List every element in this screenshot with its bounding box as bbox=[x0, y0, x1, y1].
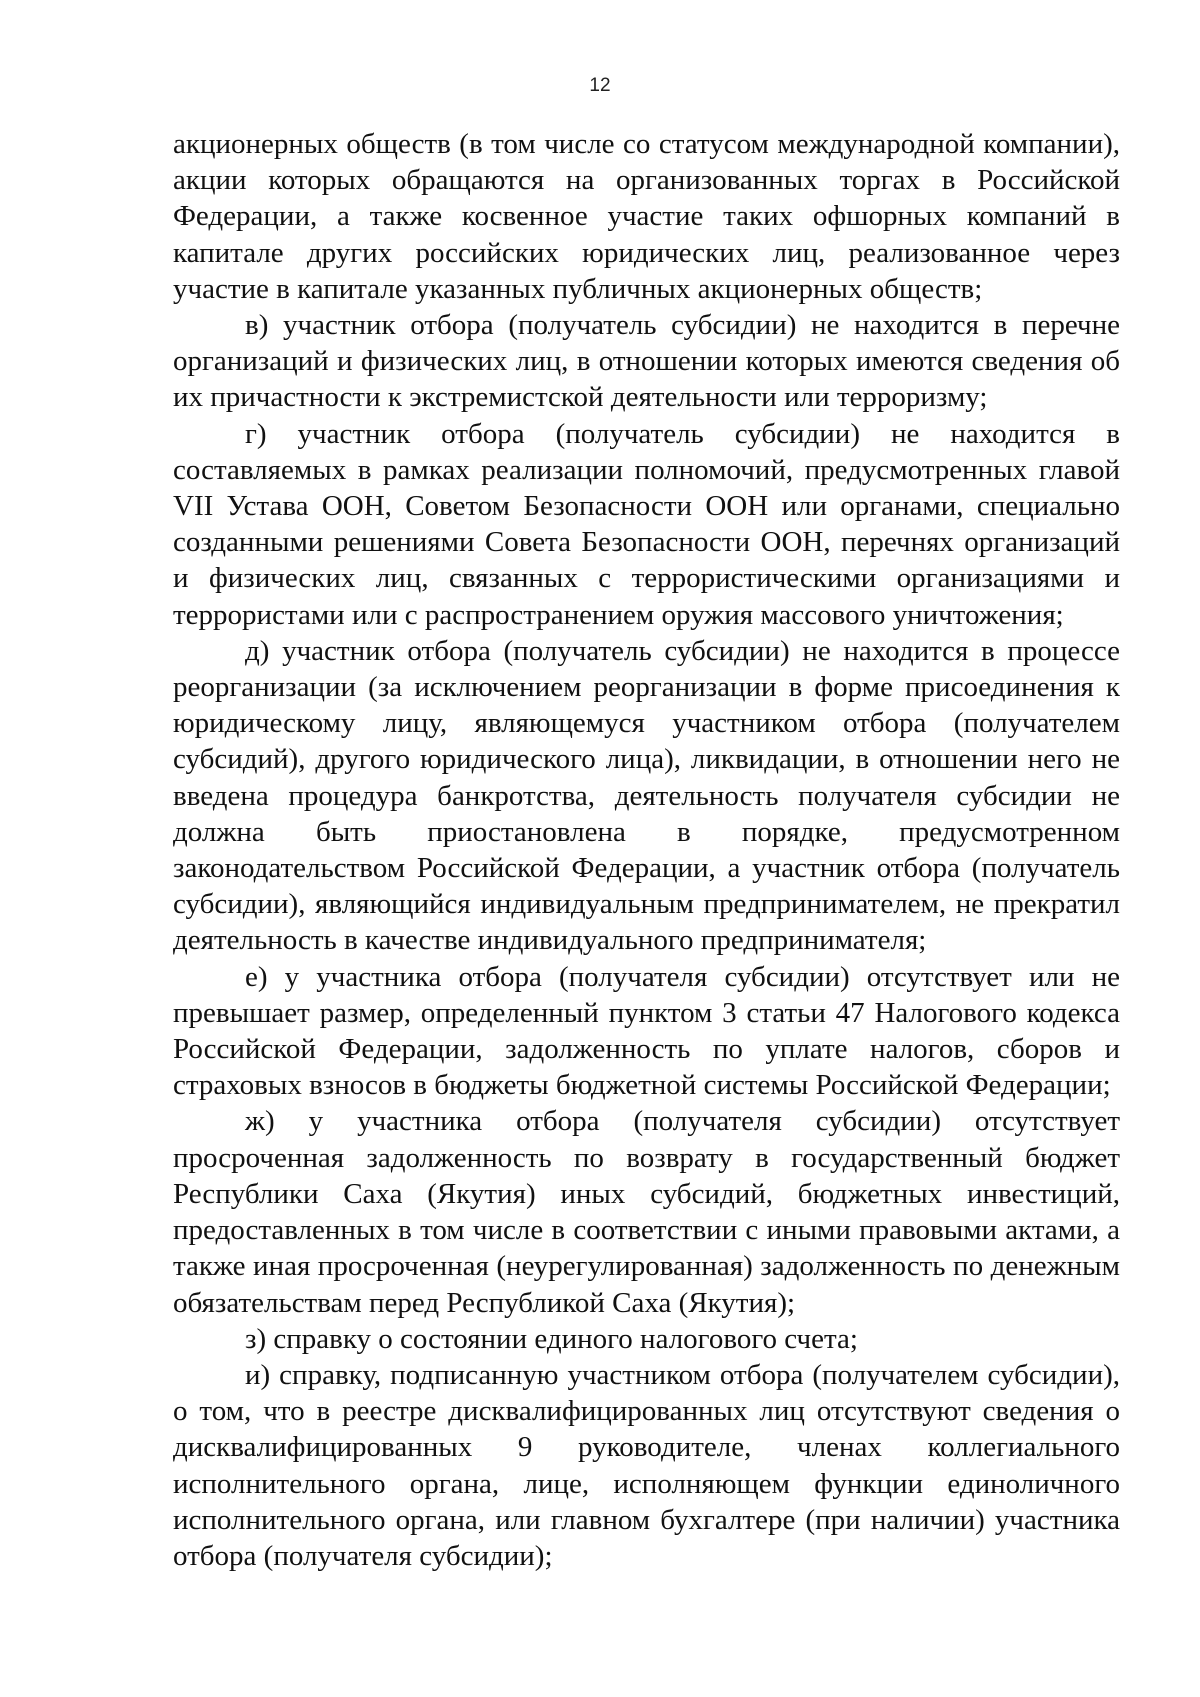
document-body bbox=[173, 126, 1120, 1574]
paragraph-item-z: з) справку о состоянии единого налогового счета; bbox=[245, 1322, 858, 1355]
paragraph-item-d: д) участник отбора (получатель субсидии) не находится в процессе реорганизации (за исключением реорганизации в форме присоединения к юридическому лицу, являющемуся участником отбора (получателем субсидий), другого юридического лица), ликвидации, в отношении него не введена процедура банкротства, деятельность получателя субсидии не должна быть приостановлена в порядке, предусмотренном законодательством Российской Федерации, а участник отбора (получатель субсидии), являющийся индивидуальным предпринимателем, не прекратил деятельность в качестве индивидуального предпринимателя; bbox=[173, 634, 1120, 957]
paragraph-item-zh: ж) у участника отбора (получателя субсидии) отсутствует просроченная задолженность по возврату в государственный бюджет Республики Саха (Якутия) иных субсидий, бюджетных инвестиций, предоставленных в том числе в соответствии с иными правовыми актами, а также иная просроченная (неурегулированная) задолженность по денежным обязательствам перед Республикой Саха (Якутия); bbox=[173, 1105, 1120, 1319]
paragraph-item-e: е) у участника отбора (получателя субсидии) отсутствует или не превышает размер, определенный пунктом 3 статьи 47 Налогового кодекса Российской Федерации, задолженность по уплате налогов, сборов и страховых взносов в бюджеты бюджетной системы Российской Федерации; bbox=[173, 960, 1120, 1102]
paragraph-item-g: г) участник отбора (получатель субсидии) не находится в составляемых в рамках реализации полномочий, предусмотренных главой VII Устава ООН, Советом Безопасности ООН или органами, специально созданными решениями Совета Безопасности ООН, перечнях организаций и физических лиц, связанных с террористическими организациями и террористами или с распространением оружия массового уничтожения; bbox=[173, 417, 1120, 631]
page-number: 12 bbox=[589, 75, 611, 96]
paragraph-continuation: акционерных обществ (в том числе со статусом международной компании), акции которых обращаются на организованных торгах в Российской Федерации, а также косвенное участие таких офшорных компаний в капитале других российских юридических лиц, реализованное через участие в капитале указанных публичных акционерных обществ; bbox=[173, 128, 1120, 305]
paragraph-item-v: в) участник отбора (получатель субсидии) не находится в перечне организаций и физических лиц, в отношении которых имеются сведения об их причастности к экстремистской деятельности или терроризму; bbox=[173, 309, 1120, 414]
paragraph-item-i: и) справку, подписанную участником отбора (получателем субсидии), о том, что в реестре дисквалифицированных лиц отсутствуют сведения о дисквалифицированных 9 руководителе, членах коллегиального исполнительного органа, лице, исполняющем функции единоличного исполнительного органа, или главном бухгалтере (при наличии) участника отбора (получателя субсидии); bbox=[173, 1358, 1120, 1572]
